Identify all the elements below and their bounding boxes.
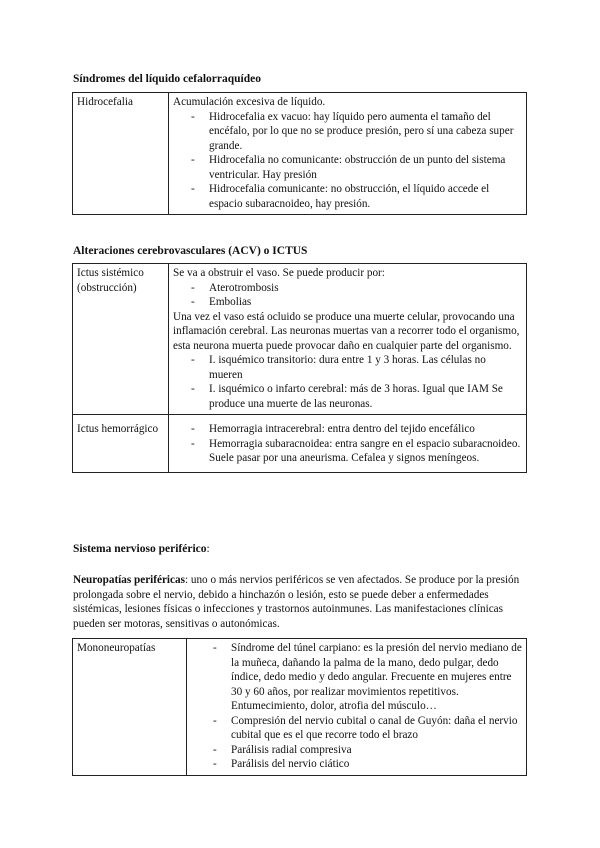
list-item: - Aterotrombosis: [173, 281, 522, 296]
list-item: - Hemorragia intracerebral: entra dentro del tejido encefálico: [173, 422, 522, 437]
row-content: [169, 264, 527, 415]
section-heading-csf-syndromes: Síndromes del líquido cefalorraquídeo: [73, 73, 261, 85]
row-label: Ictus sistémico (obstrucción): [73, 264, 169, 415]
list-item: - Hidrocefalia comunicante: no obstrucción, el líquido accede el espacio subaracnoideo, hay presión.: [173, 182, 522, 211]
row-content: [169, 415, 527, 473]
list-item: - Síndrome del túnel carpiano: es la presión del nervio mediano de la muñeca, dañando la palma de la mano, dedo pulgar, dedo índice, dedo medio y dedo angular. Frecuente en mujeres entre 30 y 60 años, por realizar movimientos repetitivos. Entumecimiento, dolor, atrofia del músculo…: [191, 641, 522, 714]
table-mononeuropathies: [72, 638, 527, 776]
section-heading-acv-ictus: Alteraciones cerebrovasculares (ACV) o ICTUS: [73, 245, 308, 257]
row-paragraph: Una vez el vaso está ocluido se produce una muerte celular, provocando una inflamación cerebral. Las neuronas muertas van a recorrer todo el organismo, esta neurona muerta puede provocar daño en cualquier parte del organismo.: [173, 310, 520, 352]
list-item: - Parálisis del nervio ciático: [191, 757, 522, 772]
heading-text: Sistema nervioso periférico: [73, 543, 207, 555]
list-item: - Hidrocefalia ex vacuo: hay líquido pero aumenta el tamaño del encéfalo, por lo que no se produce presión, pero sí una cabeza super grande.: [173, 110, 522, 154]
bullet-list: [173, 110, 522, 212]
list-item: - Compresión del nervio cubital o canal de Guyón: daña el nervio cubital que es el que recorre todo el brazo: [191, 714, 522, 743]
list-item: - Hemorragia subaracnoidea: entra sangre en el espacio subaracnoideo. Suele pasar por una aneurisma. Cefalea y signos meníngeos.: [173, 437, 522, 466]
row-label: Ictus hemorrágico: [73, 415, 169, 473]
row-intro: Se va a obstruir el vaso. Se puede producir por:: [173, 267, 385, 279]
bullet-list: [173, 353, 522, 411]
section-heading-peripheral-ns: [73, 542, 210, 557]
row-content: [169, 93, 527, 215]
table-row: [73, 639, 527, 776]
table-row: [73, 93, 527, 215]
paragraph-bold-term: Neuropatías periféricas: [73, 574, 185, 586]
row-intro: Acumulación excesiva de líquido.: [173, 96, 326, 108]
table-row: [73, 264, 527, 415]
list-item: - I. isquémico transitorio: dura entre 1 y 3 horas. Las células no mueren: [173, 353, 522, 382]
bullet-list: [191, 641, 522, 772]
table-row: [73, 415, 527, 473]
list-item: - Embolias: [173, 295, 522, 310]
list-item: - Hidrocefalia no comunicante: obstrucción de un punto del sistema ventricular. Hay presión: [173, 153, 522, 182]
table-acv-ictus: [72, 263, 527, 473]
row-label: Hidrocefalia: [73, 93, 169, 215]
list-item: - I. isquémico o infarto cerebral: más de 3 horas. Igual que IAM Se produce una muerte de las neuronas.: [173, 382, 522, 411]
bullet-list: [173, 281, 522, 310]
paragraph-text: : uno o más nervios periféricos se ven afectados. Se produce por la presión prolongada sobre el nervio, debido a hinchazón o lesión, esto se puede deber a enfermedades sistémicas, lesiones físicas o infecciones y trastornos autoinmunes. Las manifestaciones clínicas pueden ser motoras, sensitivas o autonómicas.: [73, 574, 520, 630]
paragraph-neuropathies: [73, 573, 528, 631]
bullet-list: [173, 422, 522, 466]
list-item: - Parálisis radial compresiva: [191, 743, 522, 758]
row-content: [187, 639, 527, 776]
table-csf-syndromes: [72, 92, 527, 215]
heading-colon: :: [206, 543, 210, 555]
row-label: Mononeuropatías: [73, 639, 187, 776]
